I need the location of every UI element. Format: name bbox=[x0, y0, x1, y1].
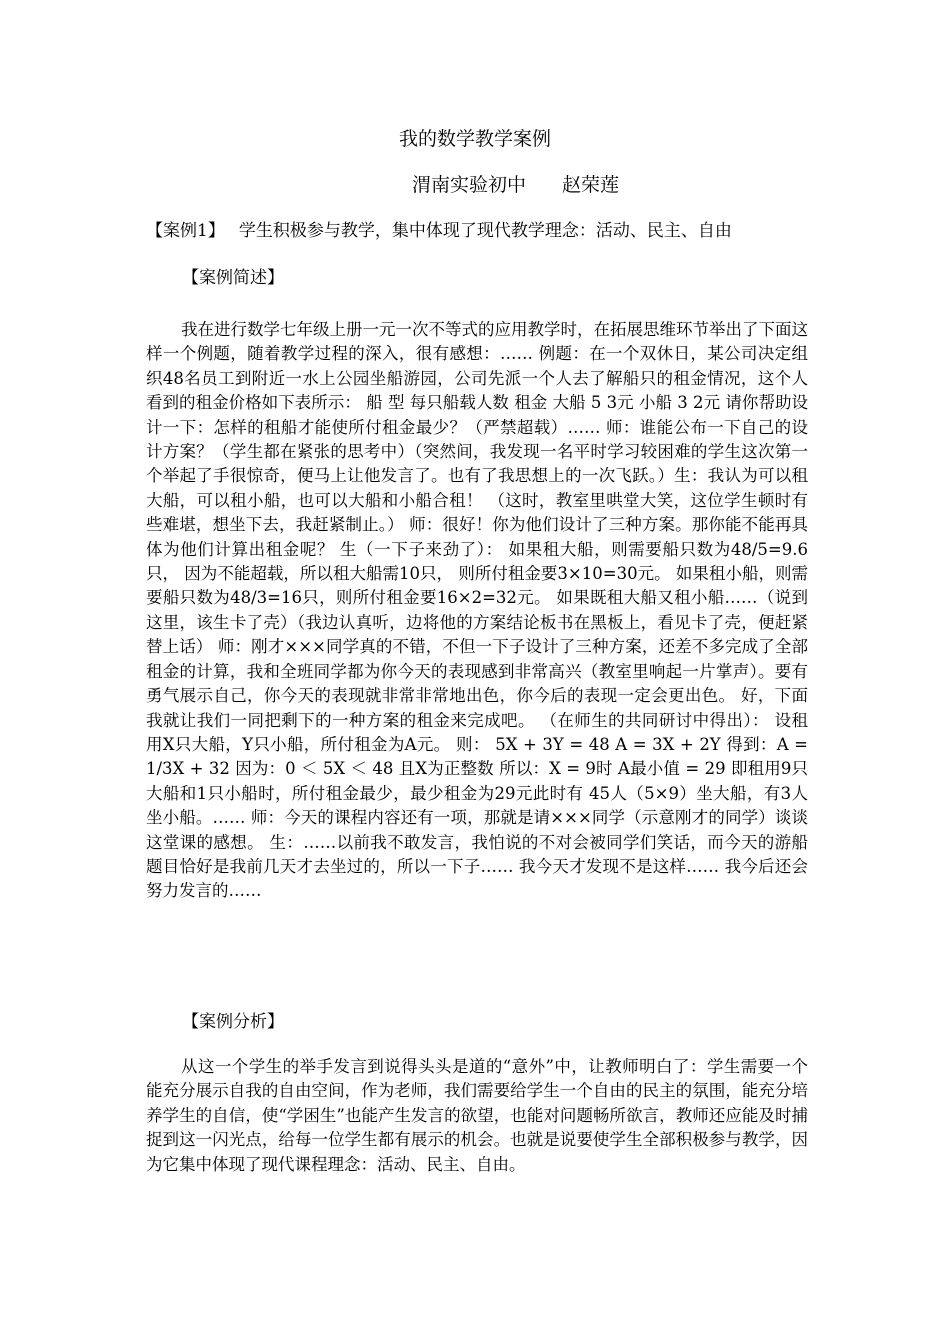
school-name: 渭南实验初中 bbox=[412, 174, 527, 196]
analysis-label: 【案例分析】 bbox=[182, 1012, 284, 1032]
document-title: 我的数学教学案例 bbox=[398, 128, 551, 150]
case-title: 学生积极参与教学，集中体现了现代教学理念：活动、民主、自由 bbox=[238, 221, 732, 241]
analysis-paragraph: 从这一个学生的举手发言到说得头头是道的“意外”中，让教师明白了：学生需要一个能充分展示自我的自由空间，作为老师，我们需要给学生一个自由的民主的氛围，能充分培养学生的自信，使“学困生”也能产生发言的欲望，也能对问题畅所欲言，教师还应能及时捕捉到这一闪光点，给每一位学生都有展示的机会。也就是说要使学生全部积极参与教学，因为它集中体现了现代课程理念：活动、民主、自由。 bbox=[146, 1057, 808, 1174]
author-line bbox=[412, 172, 619, 198]
description-paragraph: 我在进行数学七年级上册一元一次不等式的应用教学时，在拓展思维环节举出了下面这样一个例题，随着教学过程的深入，很有感想：…… 例题：在一个双休日，某公司决定组织48名员工到附近一水上公园坐船游园，公司先派一个人去了解船只的租金情况，这个人看到的租金价格如下表所示： 船 型 每只船载人数 租金 大船 5 3元 小船 3 2元 请你帮助设计一下：怎样的租船才能使所付租金最少？（严禁超载）…… 师：谁能公布一下自己的设计方案？（学生都在紧张的思考中）（突然间，我发现一名平时学习较困难的学生这次第一个举起了手很惊奇，便马上让他发言了。也有了我思想上的一次飞跃。）生：我认为可以租大船，可以租小船，也可以大船和小船合租！ （这时，教室里哄堂大笑，这位学生顿时有些难堪，想坐下去，我赶紧制止。） 师：很好！你为他们设计了三种方案。那你能不能再具体为他们计算出租金呢？ 生（一下子来劲了）： 如果租大船，则需要船只数为48/5=9.6只， 因为不能超载，所以租大船需10只， 则所付租金要3×10=30元。 如果租小船，则需要船只数为48/3=16只，则所付租金要16×2=32元。 如果既租大船又租小船……（说到这里，该生卡了壳）（我边认真听，边将他的方案结论板书在黑板上，看见卡了壳，便赶紧替上话） 师：刚才×××同学真的不错，不但一下子设计了三种方案，还差不多完成了全部租金的计算，我和全班同学都为你今天的表现感到非常高兴（教室里响起一片掌声）。要有勇气展示自己，你今天的表现就非常非常地出色，你今后的表现一定会更出色。 好，下面我就让我们一同把剩下的一种方案的租金来完成吧。 （在师生的共同研讨中得出）： 设租用X只大船，Y只小船，所付租金为A元。 则： 5X + 3Y = 48 A = 3X + 2Y 得到：A = 1/3X + 32 因为：0 ＜ 5X ＜ 48 且X为正整数 所以：X = 9时 A最小值 = 29 即租用9只大船和1只小船时，所付租金最少，最少租金为29元此时有 45人（5×9）坐大船，有3人坐小船。…… 师：今天的课程内容还有一项，那就是请×××同学（示意刚才的同学）谈谈这堂课的感想。 生：……以前我不敢发言，我怕说的不对会被同学们笑话，而今天的游船题目恰好是我前几天才去坐过的，所以一下子…… 我今天才发现不是这样…… 我今后还会努力发言的…… bbox=[146, 320, 808, 901]
description-label: 【案例简述】 bbox=[182, 268, 284, 288]
case-number: 【案例1】 bbox=[146, 221, 225, 241]
case-heading bbox=[146, 219, 732, 243]
author-name: 赵荣莲 bbox=[562, 174, 620, 196]
